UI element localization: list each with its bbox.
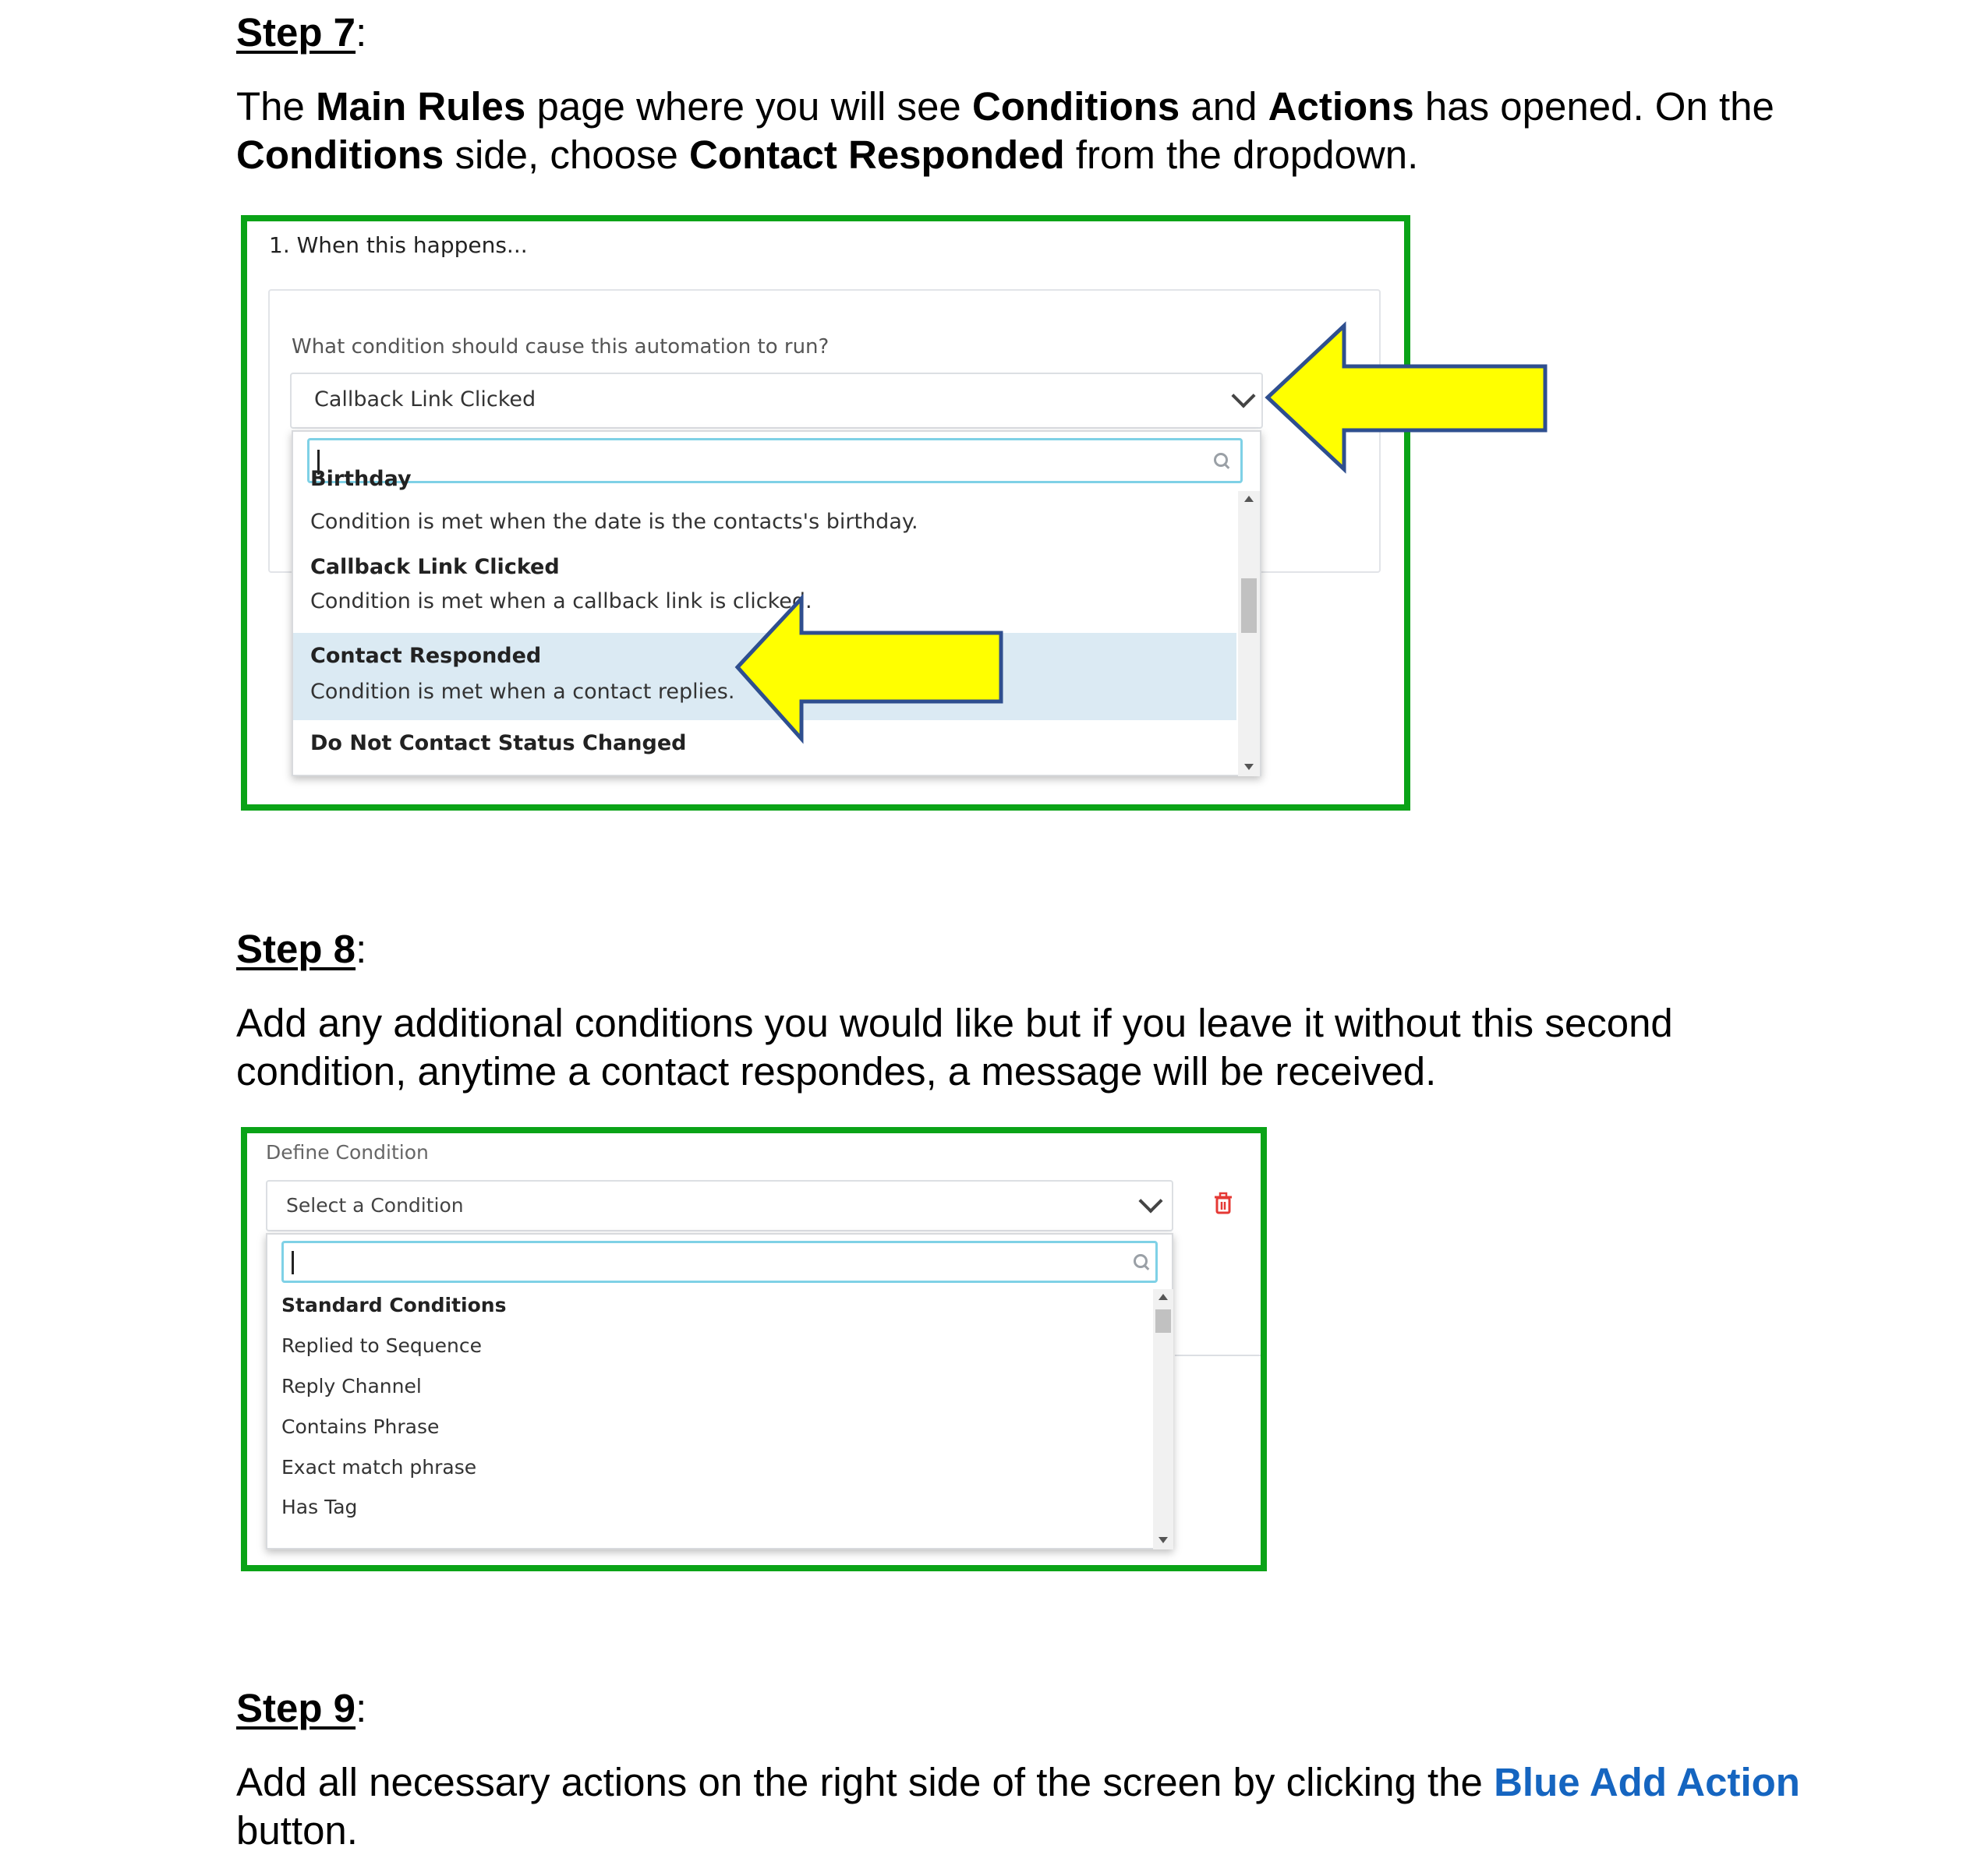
- condition-question: What condition should cause this automation to run?: [292, 335, 830, 359]
- search-icon: [1214, 453, 1228, 467]
- step8-label: Step 8: [236, 927, 356, 971]
- option-title: Callback Link Clicked: [310, 555, 560, 579]
- selected-condition: Callback Link Clicked: [314, 387, 536, 412]
- group-standard-conditions: Standard Conditions: [281, 1294, 507, 1316]
- annotation-arrow-option: [733, 592, 1006, 748]
- scroll-up-arrow[interactable]: [1244, 496, 1254, 502]
- annotation-arrow-select: [1263, 320, 1551, 475]
- step9-instructions: Add all necessary actions on the right side of the screen by clicking the Blue Add Action button.: [236, 1760, 1800, 1853]
- section-title: 1. When this happens...: [269, 232, 528, 258]
- option-partial: Birthday: [310, 467, 412, 491]
- dropdown-scrollbar[interactable]: [1153, 1289, 1173, 1549]
- list-item[interactable]: Reply Channel: [281, 1375, 422, 1397]
- list-item[interactable]: Exact match phrase: [281, 1456, 477, 1479]
- search-icon: [1134, 1254, 1148, 1268]
- condition-select[interactable]: [290, 373, 1263, 429]
- text-cursor: [292, 1251, 294, 1274]
- option-desc: Condition is met when a contact replies.: [310, 680, 735, 704]
- list-item[interactable]: Has Tag: [281, 1496, 358, 1518]
- option-birthday-desc: Condition is met when the date is the contacts's birthday.: [310, 510, 918, 534]
- step8-heading: Step 8:: [236, 927, 367, 971]
- list-item[interactable]: Replied to Sequence: [281, 1334, 482, 1357]
- dropdown-search-input[interactable]: [307, 438, 1243, 483]
- list-item[interactable]: Contains Phrase: [281, 1415, 440, 1438]
- step9-label: Step 9: [236, 1686, 356, 1730]
- trash-icon[interactable]: [1214, 1192, 1233, 1214]
- step7-heading: Step 7:: [236, 10, 367, 55]
- condition-select[interactable]: [266, 1180, 1173, 1231]
- select-placeholder: Select a Condition: [286, 1194, 464, 1217]
- step8-screenshot-frame: [241, 1127, 1267, 1571]
- step9-heading: Step 9:: [236, 1686, 367, 1730]
- dropdown-scrollbar[interactable]: [1238, 491, 1260, 776]
- option-title: Contact Responded: [310, 644, 542, 668]
- chevron-down-icon: [1138, 1189, 1162, 1213]
- scroll-up-arrow[interactable]: [1158, 1294, 1168, 1300]
- condition-dropdown: [266, 1233, 1173, 1549]
- chevron-down-icon: [1231, 383, 1255, 408]
- add-action-button-reference: Blue Add Action: [1494, 1760, 1800, 1804]
- option-title: Do Not Contact Status Changed: [310, 731, 687, 755]
- step7-label: Step 7: [236, 10, 356, 55]
- define-condition-label: Define Condition: [266, 1141, 429, 1164]
- scrollbar-thumb[interactable]: [1155, 1309, 1171, 1333]
- step7-instructions: The Main Rules page where you will see Conditions and Actions has opened. On the Conditions side, choose Contact Responded from the dropdown.: [236, 84, 1774, 177]
- dropdown-search-input[interactable]: [281, 1241, 1158, 1283]
- scroll-down-arrow[interactable]: [1244, 764, 1254, 770]
- scrollbar-thumb[interactable]: [1241, 578, 1257, 633]
- scroll-down-arrow[interactable]: [1158, 1537, 1168, 1543]
- step8-instructions: Add any additional conditions you would like but if you leave it without this second condition, anytime a contact respondes, a message will be received.: [236, 1001, 1673, 1094]
- divider-line: [1175, 1355, 1261, 1356]
- option-desc: Condition is met when a callback link is clicked.: [310, 589, 812, 613]
